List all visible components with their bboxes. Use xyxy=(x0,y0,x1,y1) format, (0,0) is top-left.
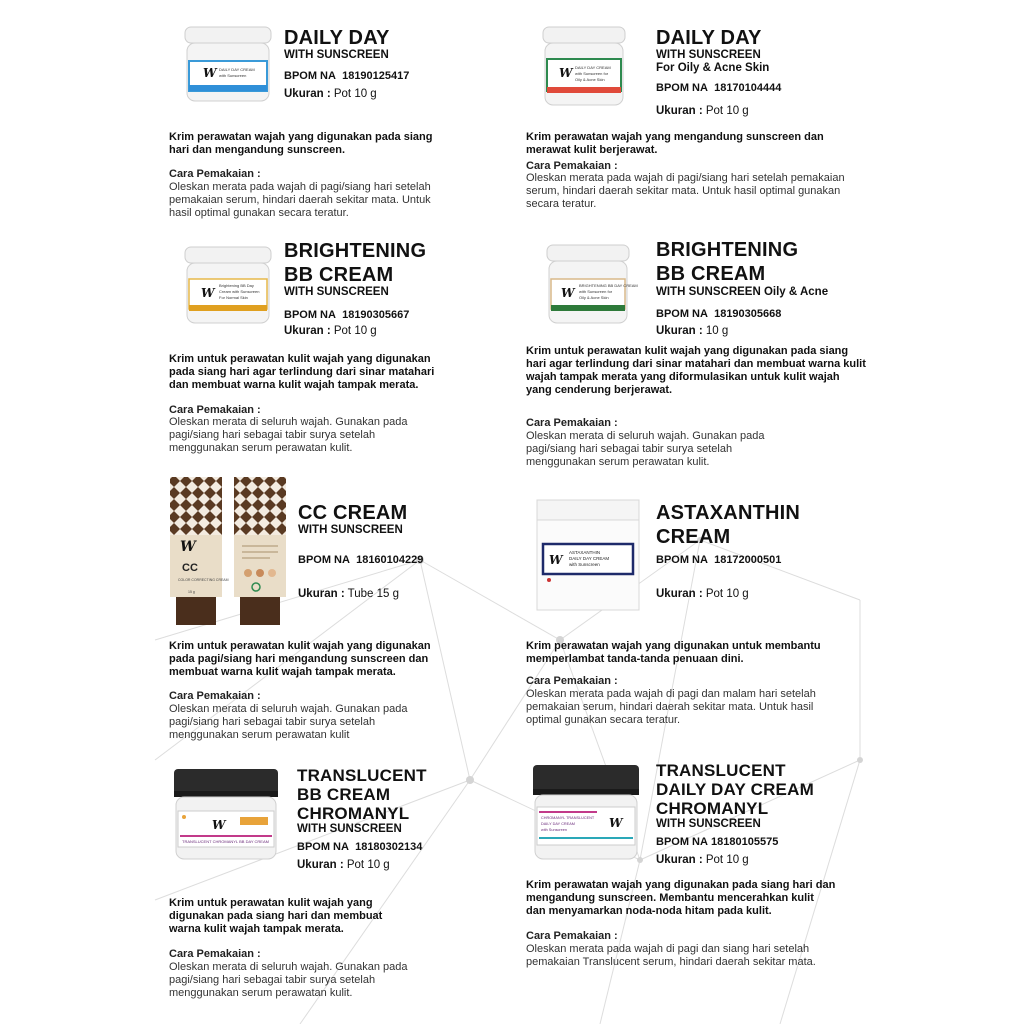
svg-text:DAILY DAY CREAM: DAILY DAY CREAM xyxy=(575,65,611,70)
product-description: Krim perawatan wajah yang digunakan pada siang hari dan mengandung sunscreen. Membantu mencerahkan kulit dan menyamarkan noda-noda hitam pada kulit. xyxy=(526,879,836,917)
svg-text:BRIGHTENING BB DAY CREAM: BRIGHTENING BB DAY CREAM xyxy=(579,283,638,288)
product-jar-image xyxy=(541,25,627,109)
product-title: TRANSLUCENT xyxy=(297,766,427,785)
product-title: BRIGHTENING xyxy=(656,239,799,261)
product-title-line-2: BB CREAM xyxy=(284,264,394,286)
svg-text:DAILY DAY CREAM: DAILY DAY CREAM xyxy=(219,67,255,72)
product-size: Ukuran : Pot 10 g xyxy=(297,859,390,871)
usage-instructions: Oleskan merata di seluruh wajah. Gunakan pada pagi/siang hari sebagai tabir surya setelah menggunakan serum perawatan kulit. xyxy=(169,416,408,454)
usage-instructions: Oleskan merata pada wajah di pagi dan siang hari setelah pemakaian Translucent serum, hindari daerah sekitar mata. xyxy=(526,943,816,968)
product-subtitle: WITH SUNSCREEN xyxy=(284,286,389,298)
usage-heading: Cara Pemakaian : xyxy=(169,168,261,180)
bpom-number: BPOM NA 18190305667 xyxy=(284,309,410,321)
product-subtitle: WITH SUNSCREEN Oily & Acne xyxy=(656,286,829,298)
usage-heading: Cara Pemakaian : xyxy=(169,404,261,416)
product-jar-image xyxy=(535,498,641,612)
usage-heading: Cara Pemakaian : xyxy=(169,948,261,960)
usage-instructions: Oleskan merata di seluruh wajah. Gunakan pada pagi/siang hari sebagai tabir surya setelah menggunakan serum perawatan kulit. xyxy=(526,430,765,468)
product-tube-image xyxy=(168,475,290,627)
product-subtitle: WITH SUNSCREEN xyxy=(656,818,761,830)
svg-text:with Sunscreen for: with Sunscreen for xyxy=(579,289,613,294)
product-title: DAILY DAY xyxy=(656,27,762,49)
svg-text:Oily & Acne Skin: Oily & Acne Skin xyxy=(575,77,605,82)
product-size: Ukuran : Pot 10 g xyxy=(284,88,377,100)
product-title-line-3: CHROMANYL xyxy=(656,799,769,818)
product-description: Krim untuk perawatan kulit wajah yang digunakan pada pagi/siang hari mengandung sunscreen dan membuat warna kulit wajah tampak merata. xyxy=(169,640,431,678)
product-title-line-2: BB CREAM xyxy=(297,785,391,804)
product-title: BRIGHTENING xyxy=(284,240,427,262)
bpom-number: BPOM NA 18170104444 xyxy=(656,82,782,94)
usage-heading: Cara Pemakaian : xyxy=(169,690,261,702)
product-description: Krim untuk perawatan kulit wajah yang digunakan pada siang hari dan membuat warna kulit wajah tampak merata. xyxy=(169,897,383,935)
svg-text:DAILY DAY CREAM: DAILY DAY CREAM xyxy=(569,556,610,561)
svg-text:W: W xyxy=(201,286,215,300)
product-subtitle-skin-type: For Oily & Acne Skin xyxy=(656,62,770,74)
product-subtitle: WITH SUNSCREEN xyxy=(298,524,403,536)
product-title-line-2: CREAM xyxy=(656,526,731,548)
usage-heading: Cara Pemakaian : xyxy=(526,160,618,172)
svg-text:CC: CC xyxy=(182,562,198,574)
product-title: TRANSLUCENT xyxy=(656,761,786,780)
svg-text:W: W xyxy=(180,539,196,555)
product-subtitle: WITH SUNSCREEN xyxy=(284,49,389,61)
svg-text:W: W xyxy=(203,66,217,80)
product-description: Krim untuk perawatan kulit wajah yang digunakan pada siang hari agar terlindung dari sinar matahari dan membuat warna kulit wajah tampak merata yang diformulasikan untuk kulit wajah yang cenderung berjerawat. xyxy=(526,345,866,396)
product-jar-image xyxy=(183,245,273,327)
svg-text:CHROMANYL TRANSLUCENT: CHROMANYL TRANSLUCENT xyxy=(541,816,595,820)
product-subtitle: WITH SUNSCREEN xyxy=(297,823,402,835)
svg-text:15 g: 15 g xyxy=(188,590,195,594)
svg-text:W: W xyxy=(561,286,575,300)
product-size: Ukuran : Pot 10 g xyxy=(284,325,377,337)
bpom-number: BPOM NA 18180302134 xyxy=(297,841,423,853)
svg-text:Cream with Sunscreen: Cream with Sunscreen xyxy=(219,289,260,294)
usage-instructions: Oleskan merata pada wajah di pagi/siang hari setelah pemakaian serum, hindari daerah sekitar mata. Untuk hasil optimal gunakan secara teratur. xyxy=(169,181,431,219)
product-description: Krim untuk perawatan kulit wajah yang digunakan pada siang hari agar terlindung dari sinar matahari dan membuat warna kulit wajah tampak merata. xyxy=(169,353,435,391)
product-title: DAILY DAY xyxy=(284,27,390,49)
svg-text:W: W xyxy=(549,553,563,567)
usage-instructions: Oleskan merata pada wajah di pagi dan malam hari setelah pemakaian serum, hindari daerah sekitar mata. Untuk hasil optimal gunakan secara teratur. xyxy=(526,688,816,726)
svg-text:W: W xyxy=(559,66,573,80)
product-title-line-2: DAILY DAY CREAM xyxy=(656,780,814,799)
product-title-line-3: CHROMANYL xyxy=(297,804,410,823)
svg-text:TRANSLUCENT CHROMANYL BB DAY C: TRANSLUCENT CHROMANYL BB DAY CREAM xyxy=(182,839,269,844)
bpom-number: BPOM NA 18180105575 xyxy=(656,836,779,848)
product-jar-image xyxy=(183,25,273,105)
product-jar-image xyxy=(545,243,638,327)
svg-text:W: W xyxy=(609,816,623,830)
svg-text:with Sunscreen: with Sunscreen xyxy=(219,73,247,78)
usage-heading: Cara Pemakaian : xyxy=(526,930,618,942)
svg-text:Oily & Acne Skin: Oily & Acne Skin xyxy=(579,295,609,300)
bpom-number: BPOM NA 18160104229 xyxy=(298,554,424,566)
product-size: Ukuran : Pot 10 g xyxy=(656,588,749,600)
svg-text:with Sunscreen: with Sunscreen xyxy=(569,562,600,567)
product-size: Ukuran : Pot 10 g xyxy=(656,854,749,866)
usage-heading: Cara Pemakaian : xyxy=(526,417,618,429)
svg-text:ASTAXANTHIN: ASTAXANTHIN xyxy=(569,550,601,555)
product-title: ASTAXANTHIN xyxy=(656,502,801,524)
product-jar-image xyxy=(529,763,643,863)
usage-instructions: Oleskan merata pada wajah di pagi/siang hari setelah pemakaian serum, hindari daerah sekitar mata. Untuk hasil optimal gunakan secara teratur. xyxy=(526,172,845,210)
usage-heading: Cara Pemakaian : xyxy=(526,675,618,687)
product-size: Ukuran : 10 g xyxy=(656,325,729,337)
product-description: Krim perawatan wajah yang digunakan untuk membantu memperlambat tanda-tanda penuaan dini. xyxy=(526,640,821,665)
product-description: Krim perawatan wajah yang mengandung sunscreen dan merawat kulit berjerawat. xyxy=(526,131,824,156)
svg-text:with Sunscreen: with Sunscreen xyxy=(541,828,567,832)
product-size: Ukuran : Tube 15 g xyxy=(298,588,400,600)
bpom-number: BPOM NA 18172000501 xyxy=(656,554,782,566)
svg-text:DAILY DAY CREAM: DAILY DAY CREAM xyxy=(541,822,575,826)
product-size: Ukuran : Pot 10 g xyxy=(656,105,749,117)
product-title-line-2: BB CREAM xyxy=(656,263,766,285)
usage-instructions: Oleskan merata di seluruh wajah. Gunakan pada pagi/siang hari sebagai tabir surya setelah menggunakan serum perawatan kulit xyxy=(169,703,408,741)
svg-text:W: W xyxy=(212,818,226,832)
svg-text:COLOR CORRECTING CREAM: COLOR CORRECTING CREAM xyxy=(178,578,229,582)
bpom-number: BPOM NA 18190305668 xyxy=(656,308,782,320)
bpom-number: BPOM NA 18190125417 xyxy=(284,70,410,82)
product-title: CC CREAM xyxy=(298,502,408,524)
svg-text:with Sunscreen for: with Sunscreen for xyxy=(575,71,609,76)
product-jar-image xyxy=(170,767,282,863)
svg-text:For Normal Skin: For Normal Skin xyxy=(219,295,248,300)
product-subtitle: WITH SUNSCREEN xyxy=(656,49,761,61)
product-description: Krim perawatan wajah yang digunakan pada siang hari dan mengandung sunscreen. xyxy=(169,131,433,156)
svg-text:Brightening BB Day: Brightening BB Day xyxy=(219,283,254,288)
usage-instructions: Oleskan merata di seluruh wajah. Gunakan pada pagi/siang hari sebagai tabir surya setelah menggunakan serum perawatan kulit. xyxy=(169,961,408,999)
